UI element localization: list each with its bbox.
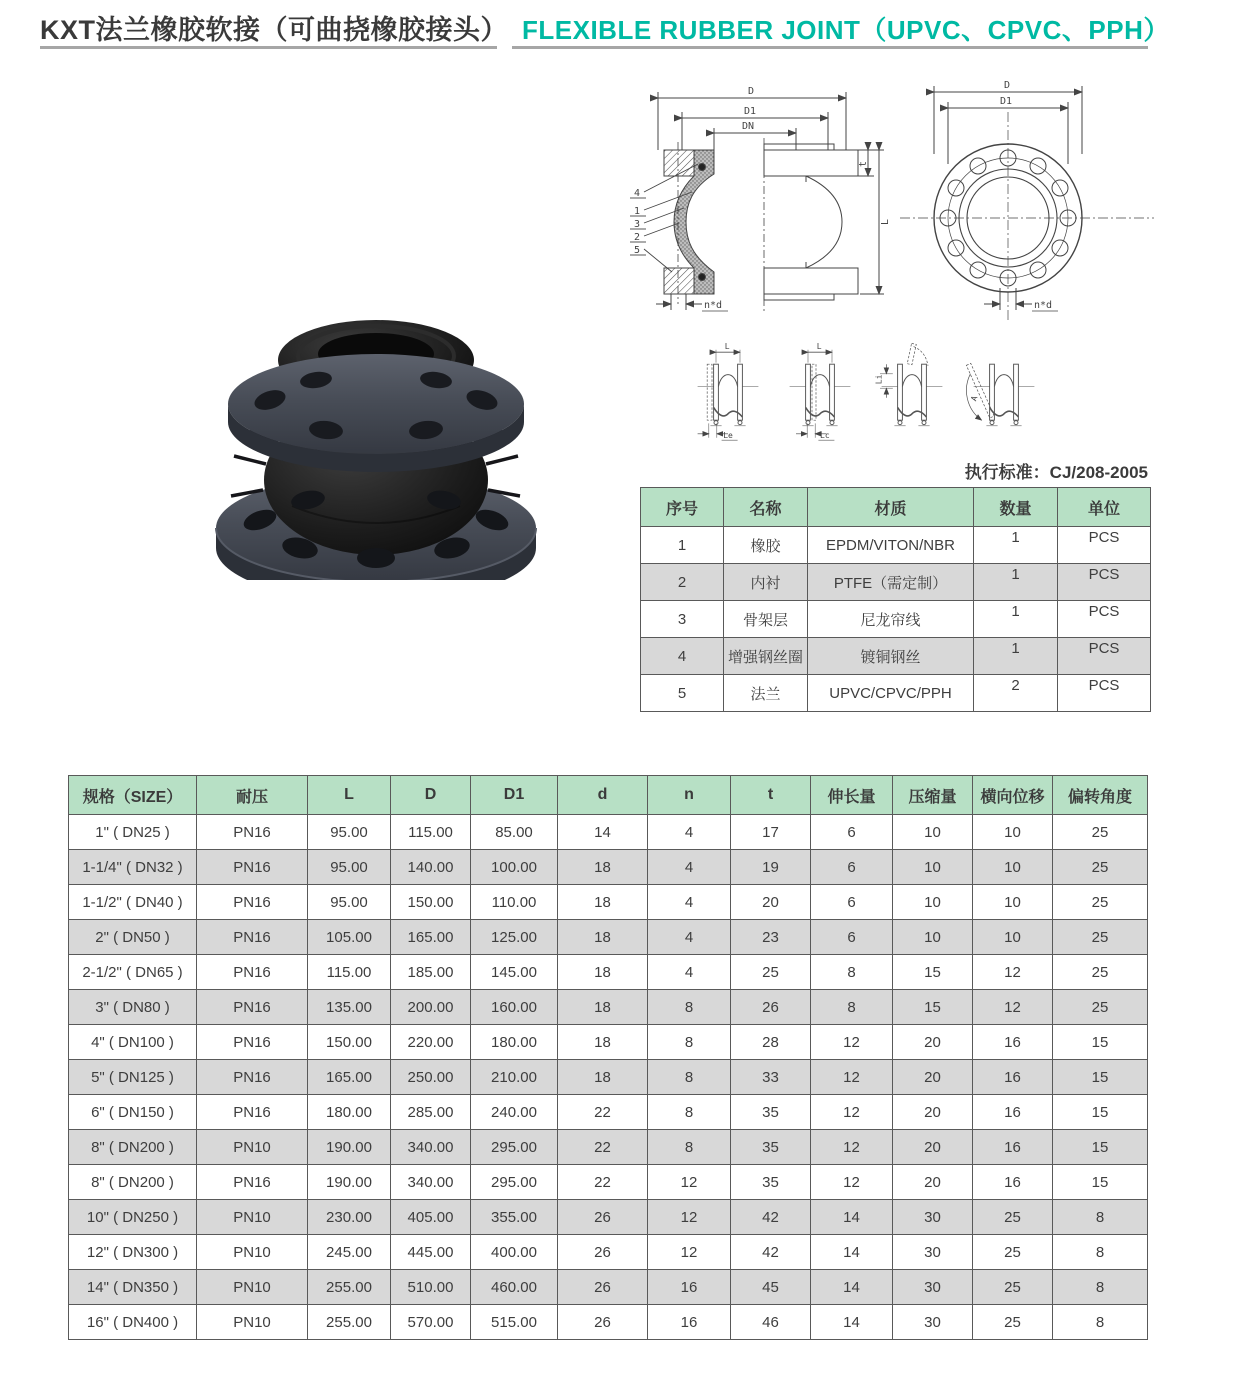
- table-cell: 8: [811, 990, 893, 1025]
- table-cell: 340.00: [391, 1130, 471, 1165]
- title-underline-left: [40, 46, 497, 49]
- table-cell: 12: [648, 1235, 731, 1270]
- photo-top-flange: [228, 354, 524, 472]
- table-cell: 10: [893, 885, 973, 920]
- table-cell: 135.00: [308, 990, 391, 1025]
- svg-text:t: t: [858, 160, 869, 167]
- table-cell: 115.00: [308, 955, 391, 990]
- table-cell: 18: [558, 955, 648, 990]
- section-right-half: [764, 138, 858, 314]
- table-cell: 355.00: [471, 1200, 558, 1235]
- table-cell: 26: [558, 1270, 648, 1305]
- table-cell: 8: [648, 1095, 731, 1130]
- table-cell: 26: [558, 1200, 648, 1235]
- table-cell: 6: [811, 815, 893, 850]
- table-cell: 5: [641, 675, 724, 712]
- centerlines: [900, 112, 1154, 322]
- table-cell: 16: [973, 1165, 1053, 1200]
- table-cell: PN16: [197, 885, 308, 920]
- table-cell: 1" ( DN25 ): [69, 815, 197, 850]
- svg-text:D: D: [1004, 80, 1011, 91]
- table-cell: 14: [811, 1270, 893, 1305]
- table-cell: 10: [893, 850, 973, 885]
- table-cell: 115.00: [391, 815, 471, 850]
- table-cell: PN10: [197, 1270, 308, 1305]
- table-cell: 4" ( DN100 ): [69, 1025, 197, 1060]
- table-cell: PCS: [1058, 564, 1151, 601]
- table-cell: 4: [648, 885, 731, 920]
- table-cell: 10" ( DN250 ): [69, 1200, 197, 1235]
- table-cell: 30: [893, 1235, 973, 1270]
- table-cell: 8" ( DN200 ): [69, 1165, 197, 1200]
- movement-diagrams: [688, 340, 1044, 446]
- svg-text:3: 3: [634, 219, 641, 230]
- table-cell: 2-1/2" ( DN65 ): [69, 955, 197, 990]
- table-cell: 20: [893, 1165, 973, 1200]
- table-cell: PN10: [197, 1130, 308, 1165]
- table-row: [69, 920, 1148, 955]
- table-cell: 8" ( DN200 ): [69, 1130, 197, 1165]
- table-cell: 3" ( DN80 ): [69, 990, 197, 1025]
- table-cell: 340.00: [391, 1165, 471, 1200]
- table-cell: 200.00: [391, 990, 471, 1025]
- svg-text:D1: D1: [744, 106, 757, 117]
- table-cell: 30: [893, 1270, 973, 1305]
- table-cell: 12: [973, 955, 1053, 990]
- table-cell: 10: [973, 885, 1053, 920]
- svg-text:D: D: [748, 86, 755, 97]
- table-cell: 8: [1053, 1200, 1148, 1235]
- table-cell: 22: [558, 1165, 648, 1200]
- table-cell: 8: [648, 1130, 731, 1165]
- table-cell: 19: [731, 850, 811, 885]
- column-header: 规格（SIZE）: [69, 776, 197, 815]
- table-cell: 255.00: [308, 1305, 391, 1340]
- table-cell: 295.00: [471, 1130, 558, 1165]
- table-cell: 22: [558, 1130, 648, 1165]
- column-header: 耐压: [197, 776, 308, 815]
- table-row: [69, 885, 1148, 920]
- table-cell: 240.00: [471, 1095, 558, 1130]
- table-cell: 255.00: [308, 1270, 391, 1305]
- table-row: [69, 1060, 1148, 1095]
- table-cell: 16: [973, 1060, 1053, 1095]
- svg-text:1: 1: [634, 206, 641, 217]
- table-cell: 22: [558, 1095, 648, 1130]
- table-cell: 1: [974, 564, 1058, 601]
- table-cell: 16" ( DN400 ): [69, 1305, 197, 1340]
- table-cell: 16: [973, 1130, 1053, 1165]
- table-cell: 20: [893, 1130, 973, 1165]
- table-cell: 3: [641, 601, 724, 638]
- svg-text:Li: Li: [874, 374, 884, 385]
- table-cell: 法兰: [724, 675, 808, 712]
- table-cell: 橡胶: [724, 527, 808, 564]
- table-cell: 14: [811, 1235, 893, 1270]
- table-cell: PN16: [197, 815, 308, 850]
- column-header: n: [648, 776, 731, 815]
- table-row: [641, 601, 1151, 638]
- table-cell: PN16: [197, 1060, 308, 1095]
- table-cell: 25: [1053, 850, 1148, 885]
- table-cell: 12: [811, 1060, 893, 1095]
- product-photo-rubber-joint: [208, 298, 540, 580]
- table-cell: 95.00: [308, 885, 391, 920]
- svg-text:n*d: n*d: [704, 300, 723, 311]
- table-cell: 4: [648, 815, 731, 850]
- table-cell: 10: [973, 815, 1053, 850]
- table-cell: PCS: [1058, 638, 1151, 675]
- table-cell: 1: [641, 527, 724, 564]
- table-cell: 1-1/2" ( DN40 ): [69, 885, 197, 920]
- table-cell: 210.00: [471, 1060, 558, 1095]
- table-cell: 16: [648, 1270, 731, 1305]
- svg-text:L: L: [724, 342, 730, 351]
- table-cell: 515.00: [471, 1305, 558, 1340]
- table-cell: 12: [811, 1095, 893, 1130]
- table-cell: 14: [558, 815, 648, 850]
- table-cell: 42: [731, 1200, 811, 1235]
- table-cell: 18: [558, 885, 648, 920]
- table-cell: PN16: [197, 920, 308, 955]
- table-cell: 12: [811, 1025, 893, 1060]
- diagram-angular: [964, 340, 1044, 446]
- table-cell: 10: [973, 850, 1053, 885]
- table-cell: 12" ( DN300 ): [69, 1235, 197, 1270]
- dim-t: [858, 150, 874, 176]
- table-cell: 28: [731, 1025, 811, 1060]
- table-cell: 180.00: [471, 1025, 558, 1060]
- table-cell: 25: [731, 955, 811, 990]
- table-cell: 1: [974, 527, 1058, 564]
- page-title-chinese: KXT法兰橡胶软接（可曲挠橡胶接头）: [40, 15, 508, 45]
- title-underline-right: [512, 46, 1148, 49]
- table-cell: 25: [1053, 955, 1148, 990]
- table-row: [69, 990, 1148, 1025]
- table-cell: 12: [973, 990, 1053, 1025]
- table-row: [69, 850, 1148, 885]
- svg-text:4: 4: [634, 188, 641, 199]
- table-cell: 110.00: [471, 885, 558, 920]
- table-cell: 5" ( DN125 ): [69, 1060, 197, 1095]
- table-row: [69, 1305, 1148, 1340]
- column-header: 数量: [974, 488, 1058, 527]
- table-cell: 25: [973, 1200, 1053, 1235]
- svg-text:A: A: [969, 394, 980, 403]
- dim-nd: [656, 294, 728, 311]
- table-cell: 23: [731, 920, 811, 955]
- parts-table: [640, 487, 1151, 712]
- table-cell: 8: [811, 955, 893, 990]
- table-cell: PCS: [1058, 601, 1151, 638]
- parts-table-body: [641, 527, 1151, 712]
- section-left-half: [664, 142, 714, 304]
- table-cell: 25: [1053, 990, 1148, 1025]
- table-cell: 12: [648, 1200, 731, 1235]
- table-row: [641, 527, 1151, 564]
- table-cell: 12: [811, 1130, 893, 1165]
- table-cell: 12: [648, 1165, 731, 1200]
- svg-text:Le: Le: [723, 430, 733, 440]
- table-cell: 140.00: [391, 850, 471, 885]
- table-cell: 35: [731, 1165, 811, 1200]
- table-cell: 8: [648, 1060, 731, 1095]
- column-header: 名称: [724, 488, 808, 527]
- table-row: [69, 1025, 1148, 1060]
- table-cell: 15: [1053, 1095, 1148, 1130]
- table-cell: 20: [893, 1060, 973, 1095]
- table-cell: PN16: [197, 850, 308, 885]
- spec-table: [68, 775, 1148, 1340]
- page-title-english: FLEXIBLE RUBBER JOINT（UPVC、CPVC、PPH）: [522, 15, 1170, 45]
- svg-text:Lc: Lc: [820, 430, 830, 440]
- column-header: d: [558, 776, 648, 815]
- table-cell: 95.00: [308, 850, 391, 885]
- table-cell: PTFE（需定制）: [808, 564, 974, 601]
- table-cell: 6: [811, 920, 893, 955]
- table-cell: 185.00: [391, 955, 471, 990]
- spec-table-header-row: [69, 776, 1148, 815]
- table-cell: 6: [811, 885, 893, 920]
- table-cell: 100.00: [471, 850, 558, 885]
- diagram-extension: [688, 340, 768, 446]
- table-cell: 10: [893, 815, 973, 850]
- column-header: t: [731, 776, 811, 815]
- table-row: [69, 1130, 1148, 1165]
- table-cell: 180.00: [308, 1095, 391, 1130]
- table-cell: 15: [1053, 1165, 1148, 1200]
- svg-text:L: L: [816, 342, 822, 351]
- table-row: [641, 564, 1151, 601]
- table-cell: 150.00: [391, 885, 471, 920]
- table-cell: 18: [558, 1060, 648, 1095]
- table-cell: 4: [648, 955, 731, 990]
- table-cell: 150.00: [308, 1025, 391, 1060]
- table-cell: 2: [641, 564, 724, 601]
- table-cell: 镀铜钢丝: [808, 638, 974, 675]
- table-cell: 15: [893, 955, 973, 990]
- column-header: 单位: [1058, 488, 1151, 527]
- table-cell: 30: [893, 1200, 973, 1235]
- table-cell: PN16: [197, 1165, 308, 1200]
- front-view-drawing: [896, 72, 1158, 325]
- table-cell: 8: [1053, 1235, 1148, 1270]
- table-cell: 20: [893, 1025, 973, 1060]
- page-title: [40, 8, 1200, 47]
- table-cell: 220.00: [391, 1025, 471, 1060]
- table-cell: PN10: [197, 1200, 308, 1235]
- table-cell: 16: [973, 1025, 1053, 1060]
- table-cell: 10: [973, 920, 1053, 955]
- table-row: [69, 1270, 1148, 1305]
- table-cell: 16: [648, 1305, 731, 1340]
- svg-text:L: L: [880, 218, 891, 225]
- table-cell: 14: [811, 1305, 893, 1340]
- table-cell: 4: [641, 638, 724, 675]
- table-cell: 25: [1053, 885, 1148, 920]
- table-cell: 445.00: [391, 1235, 471, 1270]
- table-cell: 2" ( DN50 ): [69, 920, 197, 955]
- column-header: 材质: [808, 488, 974, 527]
- table-cell: 405.00: [391, 1200, 471, 1235]
- table-cell: 20: [731, 885, 811, 920]
- table-cell: 8: [1053, 1270, 1148, 1305]
- table-cell: 2: [974, 675, 1058, 712]
- table-cell: 26: [558, 1235, 648, 1270]
- table-cell: 295.00: [471, 1165, 558, 1200]
- table-cell: 1-1/4" ( DN32 ): [69, 850, 197, 885]
- table-cell: PCS: [1058, 675, 1151, 712]
- table-cell: 25: [1053, 815, 1148, 850]
- column-header: 压缩量: [893, 776, 973, 815]
- table-cell: 160.00: [471, 990, 558, 1025]
- table-cell: 6" ( DN150 ): [69, 1095, 197, 1130]
- table-cell: PN10: [197, 1235, 308, 1270]
- table-cell: 16: [973, 1095, 1053, 1130]
- table-cell: PN16: [197, 1025, 308, 1060]
- column-header: L: [308, 776, 391, 815]
- cross-section-drawing: [616, 72, 901, 325]
- table-cell: 400.00: [471, 1235, 558, 1270]
- table-cell: 570.00: [391, 1305, 471, 1340]
- table-cell: 4: [648, 920, 731, 955]
- table-cell: 18: [558, 1025, 648, 1060]
- table-cell: PN10: [197, 1305, 308, 1340]
- table-cell: 增强钢丝圈: [724, 638, 808, 675]
- table-cell: 250.00: [391, 1060, 471, 1095]
- table-cell: 190.00: [308, 1130, 391, 1165]
- table-cell: 1: [974, 601, 1058, 638]
- diagram-lateral: [872, 340, 952, 446]
- spec-table-body: [69, 815, 1148, 1340]
- table-cell: 45: [731, 1270, 811, 1305]
- table-cell: 20: [893, 1095, 973, 1130]
- table-cell: 33: [731, 1060, 811, 1095]
- table-cell: PN16: [197, 990, 308, 1025]
- table-cell: 骨架层: [724, 601, 808, 638]
- table-cell: 245.00: [308, 1235, 391, 1270]
- table-cell: 18: [558, 920, 648, 955]
- table-cell: EPDM/VITON/NBR: [808, 527, 974, 564]
- table-cell: 25: [973, 1270, 1053, 1305]
- table-row: [641, 675, 1151, 712]
- table-cell: PN16: [197, 1095, 308, 1130]
- table-cell: 510.00: [391, 1270, 471, 1305]
- table-cell: 42: [731, 1235, 811, 1270]
- table-cell: 460.00: [471, 1270, 558, 1305]
- table-cell: 285.00: [391, 1095, 471, 1130]
- table-cell: 165.00: [308, 1060, 391, 1095]
- table-cell: 内衬: [724, 564, 808, 601]
- standard-note: 执行标准：CJ/208-2005: [964, 463, 1148, 482]
- table-cell: 12: [811, 1165, 893, 1200]
- column-header: D: [391, 776, 471, 815]
- table-cell: 14" ( DN350 ): [69, 1270, 197, 1305]
- table-cell: 35: [731, 1130, 811, 1165]
- svg-text:5: 5: [634, 245, 641, 256]
- table-cell: 30: [893, 1305, 973, 1340]
- table-cell: 85.00: [471, 815, 558, 850]
- svg-text:2: 2: [634, 232, 641, 243]
- column-header: 序号: [641, 488, 724, 527]
- table-cell: 4: [648, 850, 731, 885]
- table-cell: PCS: [1058, 527, 1151, 564]
- table-cell: 8: [648, 1025, 731, 1060]
- table-cell: 6: [811, 850, 893, 885]
- table-row: [69, 955, 1148, 990]
- table-cell: 25: [1053, 920, 1148, 955]
- table-cell: 17: [731, 815, 811, 850]
- column-header: 横向位移: [973, 776, 1053, 815]
- parts-table-head: [641, 488, 1151, 527]
- table-cell: 125.00: [471, 920, 558, 955]
- table-cell: 15: [893, 990, 973, 1025]
- table-cell: 18: [558, 850, 648, 885]
- svg-text:n*d: n*d: [1034, 300, 1053, 311]
- svg-text:DN: DN: [742, 121, 755, 132]
- table-cell: 8: [1053, 1305, 1148, 1340]
- parts-table-header-row: [641, 488, 1151, 527]
- table-cell: 165.00: [391, 920, 471, 955]
- table-row: [69, 1095, 1148, 1130]
- table-row: [641, 638, 1151, 675]
- table-cell: 10: [893, 920, 973, 955]
- table-row: [69, 815, 1148, 850]
- table-cell: 35: [731, 1095, 811, 1130]
- table-cell: 46: [731, 1305, 811, 1340]
- table-cell: 25: [973, 1235, 1053, 1270]
- table-cell: 15: [1053, 1130, 1148, 1165]
- table-cell: 26: [558, 1305, 648, 1340]
- diagram-compression: [780, 340, 860, 446]
- table-cell: 26: [731, 990, 811, 1025]
- dim-L: [860, 150, 891, 294]
- table-cell: 15: [1053, 1025, 1148, 1060]
- table-cell: UPVC/CPVC/PPH: [808, 675, 974, 712]
- svg-text:D1: D1: [1000, 96, 1013, 107]
- table-cell: 18: [558, 990, 648, 1025]
- table-row: [69, 1235, 1148, 1270]
- column-header: 伸长量: [811, 776, 893, 815]
- dim-DN: [714, 121, 796, 150]
- column-header: D1: [471, 776, 558, 815]
- table-row: [69, 1200, 1148, 1235]
- table-cell: 1: [974, 638, 1058, 675]
- column-header: 偏转角度: [1053, 776, 1148, 815]
- table-cell: 95.00: [308, 815, 391, 850]
- table-row: [69, 1165, 1148, 1200]
- table-cell: 25: [973, 1305, 1053, 1340]
- spec-table-head: [69, 776, 1148, 815]
- table-cell: 8: [648, 990, 731, 1025]
- table-cell: 230.00: [308, 1200, 391, 1235]
- table-cell: 105.00: [308, 920, 391, 955]
- table-cell: 14: [811, 1200, 893, 1235]
- dim-D1: [682, 106, 828, 150]
- table-cell: 15: [1053, 1060, 1148, 1095]
- table-cell: 尼龙帘线: [808, 601, 974, 638]
- table-cell: 190.00: [308, 1165, 391, 1200]
- table-cell: 145.00: [471, 955, 558, 990]
- table-cell: PN16: [197, 955, 308, 990]
